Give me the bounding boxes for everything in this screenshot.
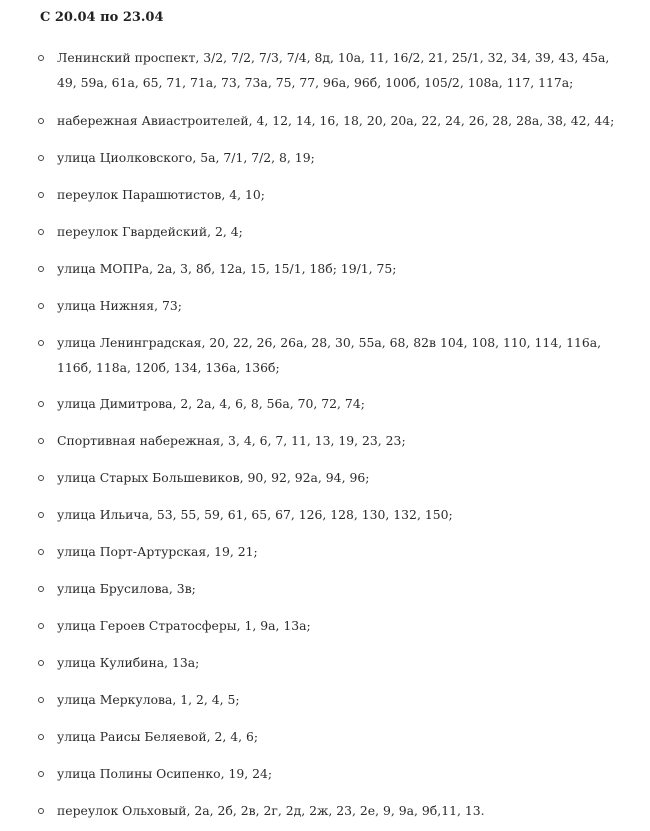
bullet-icon [38, 734, 44, 740]
list-item [57, 429, 597, 454]
list-item [57, 294, 597, 319]
list-item [57, 146, 597, 171]
list-item [57, 725, 597, 750]
list-item [57, 183, 597, 208]
list-item [57, 762, 597, 787]
list-item-text: улица МОПРа, 2а, 3, 8б, 12а, 15, 15/1, 18б; 19/1, 75; [57, 261, 397, 276]
list-item-text: улица Кулибина, 13а; [57, 655, 200, 670]
list-item [57, 577, 597, 602]
list-item-text: улица Героев Стратосферы, 1, 9а, 13а; [57, 618, 311, 633]
list-item-text: улица Ленинградская, 20, 22, 26, 26а, 28, 30, 55а, 68, 82в 104, 108, 110, 114, 116а, [57, 335, 602, 350]
page-heading: С 20.04 по 23.04 [40, 10, 164, 25]
bullet-icon [38, 401, 44, 407]
bullet-icon [38, 512, 44, 518]
list-item-text: 49, 59а, 61а, 65, 71, 71а, 73, 73а, 75, 77, 96а, 96б, 100б, 105/2, 108а, 117, 117а; [57, 74, 574, 90]
list-item [57, 540, 597, 565]
list-item [57, 688, 597, 713]
list-item-text: улица Брусилова, 3в; [57, 581, 196, 596]
list-item [57, 109, 615, 134]
list-item [57, 466, 597, 491]
list-item [57, 257, 597, 282]
bullet-icon [38, 55, 44, 61]
list-item-text: набережная Авиастроителей, 4, 12, 14, 16, 18, 20, 20а, 22, 24, 26, 28, 28а, 38, 42, 44; [57, 113, 615, 128]
bullet-icon [38, 155, 44, 161]
bullet-icon [38, 438, 44, 444]
bullet-icon [38, 475, 44, 481]
bullet-icon [38, 697, 44, 703]
bullet-icon [38, 340, 44, 346]
list-item-text: переулок Гвардейский, 2, 4; [57, 224, 243, 239]
list-item-text: переулок Ольховый, 2а, 2б, 2в, 2г, 2д, 2ж, 23, 2е, 9, 9а, 9б,11, 13. [57, 803, 485, 818]
list-item-text: Ленинский проспект, 3/2, 7/2, 7/3, 7/4, 8д, 10а, 11, 16/2, 21, 25/1, 32, 34, 39, 43, 45а, [57, 50, 610, 65]
list-item-text: улица Раисы Беляевой, 2, 4, 6; [57, 729, 259, 744]
bullet-icon [38, 549, 44, 555]
list-item [57, 392, 597, 417]
list-item-text: улица Старых Большевиков, 90, 92, 92а, 94, 96; [57, 470, 370, 485]
bullet-icon [38, 586, 44, 592]
bullet-icon [38, 771, 44, 777]
list-item [57, 331, 602, 380]
bullet-icon [38, 303, 44, 309]
list-item [57, 503, 597, 528]
list-item-text: переулок Парашютистов, 4, 10; [57, 187, 265, 202]
list-item-text: улица Порт-Артурская, 19, 21; [57, 544, 258, 559]
list-item-text: улица Димитрова, 2, 2а, 4, 6, 8, 56а, 70, 72, 74; [57, 396, 365, 411]
list-item [57, 46, 610, 95]
bullet-icon [38, 192, 44, 198]
bullet-icon [38, 623, 44, 629]
bullet-icon [38, 660, 44, 666]
bullet-icon [38, 808, 44, 814]
list-item-text: улица Ильича, 53, 55, 59, 61, 65, 67, 126, 128, 130, 132, 150; [57, 507, 453, 522]
bullet-icon [38, 229, 44, 235]
list-item-text: 116б, 118а, 120б, 134, 136а, 136б; [57, 359, 280, 375]
list-item [57, 220, 597, 245]
bullet-icon [38, 266, 44, 272]
list-item-text: улица Циолковского, 5а, 7/1, 7/2, 8, 19; [57, 150, 315, 165]
list-item [57, 651, 597, 676]
list-item-text: улица Нижняя, 73; [57, 298, 182, 313]
list-item [57, 799, 597, 824]
list-item [57, 614, 597, 639]
list-item-text: Спортивная набережная, 3, 4, 6, 7, 11, 13, 19, 23, 23; [57, 433, 406, 448]
list-item-text: улица Полины Осипенко, 19, 24; [57, 766, 273, 781]
list-item-text: улица Меркулова, 1, 2, 4, 5; [57, 692, 240, 707]
bullet-icon [38, 118, 44, 124]
